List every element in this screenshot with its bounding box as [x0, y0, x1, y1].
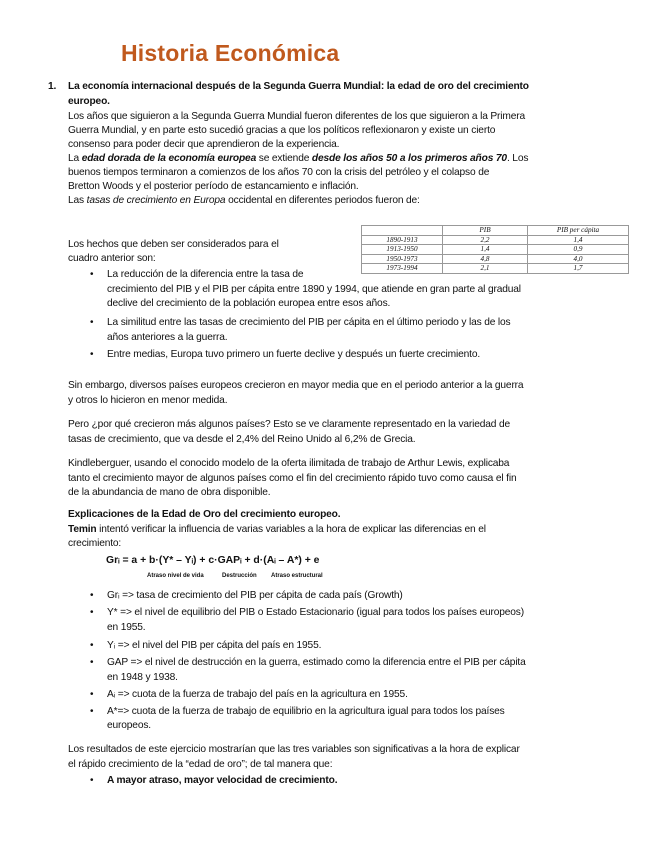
fact-1-line: declive del crecimiento de la población europea entre esos años.: [107, 298, 391, 309]
fact-3-line: Entre medias, Europa tuvo primero un fuerte declive y después un fuerte crecimiento.: [107, 349, 481, 360]
variable-line: en 1948 y 1938.: [107, 672, 178, 683]
bullet-icon: •: [90, 607, 94, 618]
table-header-row: [362, 226, 629, 236]
temin-line2: crecimiento:: [68, 538, 122, 549]
table-row: [362, 245, 629, 255]
variable-line: Grᵢ => tasa de crecimiento del PIB per cápita de cada país (Growth): [107, 590, 403, 601]
variable-line: en 1955.: [107, 622, 146, 633]
bullet-icon: •: [90, 775, 94, 786]
paragraph-line: consenso para poder decir que aprendieron de la experiencia.: [68, 139, 340, 150]
growth-rates-intro: Las tasas de crecimiento en Europa occidental en diferentes periodos fueron de:: [68, 195, 420, 206]
explanations-heading: Explicaciones de la Edad de Oro del crecimiento europeo.: [68, 509, 341, 520]
section-heading-line1: La economía internacional después de la Segunda Guerra Mundial: la edad de oro del crecimiento: [68, 81, 529, 92]
table-header-cell: [362, 226, 443, 236]
temin-formula: Grᵢ = a + b·(Y* – Yᵢ) + c·GAPᵢ + d·(Aᵢ – A*) + e: [106, 555, 320, 566]
table-cell: 4,0: [528, 254, 629, 264]
table-row: [362, 254, 629, 264]
paragraph-line: Pero ¿por qué crecieron más algunos países? Esto se ve claramente representado en la variedad de: [68, 419, 511, 430]
variable-line: Yᵢ => el nivel del PIB per cápita del país en 1955.: [107, 640, 322, 651]
fact-1-line: crecimiento del PIB y el PIB per cápita entre 1890 y 1994, que atiende en gran parte al gradual: [107, 284, 521, 295]
paragraph-line: y otros lo hicieron en menor medida.: [68, 395, 228, 406]
paragraph-line: Sin embargo, diversos países europeos crecieron en mayor media que en el periodo anterior a la guerra: [68, 380, 524, 391]
table-cell: 1913-1950: [362, 245, 443, 255]
table-row: [362, 235, 629, 245]
facts-intro-line1: Los hechos que deben ser considerados para el: [68, 239, 279, 250]
fact-1-line: La reducción de la diferencia entre la tasa de: [107, 269, 304, 280]
section-number: 1.: [48, 81, 57, 92]
paragraph-line: Kindleberguer, usando el conocido modelo de la oferta ilimitada de trabajo de Arthur Lewis, explicaba: [68, 458, 510, 469]
bullet-icon: •: [90, 689, 94, 700]
golden-age-period: desde los años 50 a los primeros años 70: [311, 153, 507, 164]
section-heading-line2: europeo.: [68, 96, 110, 107]
table-cell: 2,1: [443, 264, 528, 274]
variable-line: A*=> cuota de la fuerza de trabajo de equilibrio en la agricultura igual para todos los países: [107, 706, 505, 717]
variable-line: Aᵢ => cuota de la fuerza de trabajo del país en la agricultura en 1955.: [107, 689, 408, 700]
variable-line: GAP => el nivel de destrucción en la guerra, estimado como la diferencia entre el PIB per cápita: [107, 657, 526, 668]
paragraph-line: Los años que siguieron a la Segunda Guerra Mundial fueron diferentes de los que siguieron a la Primera: [68, 111, 526, 122]
fact-2-line: años anteriores a la guerra.: [107, 332, 228, 343]
paragraph-line: Guerra Mundial, y en parte esto sucedió gracias a que los políticos reflexionaron y existe un cierto: [68, 125, 496, 136]
fact-2-line: La similitud entre las tasas de crecimiento del PIB per cápita en el último periodo y las de los: [107, 317, 511, 328]
facts-intro-line2: cuadro anterior son:: [68, 253, 156, 264]
table-cell: 1950-1973: [362, 254, 443, 264]
table-cell: 2,2: [443, 235, 528, 245]
table-cell: 1,7: [528, 264, 629, 274]
table-cell: 1,4: [443, 245, 528, 255]
table-cell: 1,4: [528, 235, 629, 245]
table-header-cell: PIB per cápita: [528, 226, 629, 236]
paragraph-line: buenos tiempos terminaron a comienzos de los años 70 con la crisis del petróleo y el colapso de: [68, 167, 490, 178]
bullet-icon: •: [90, 349, 94, 360]
variable-line: europeos.: [107, 720, 151, 731]
bullet-icon: •: [90, 706, 94, 717]
table-cell: 1890-1913: [362, 235, 443, 245]
bullet-icon: •: [90, 317, 94, 328]
bullet-icon: •: [90, 657, 94, 668]
table-cell: 4,8: [443, 254, 528, 264]
paragraph-line: de la abundancia de mano de obra disponible.: [68, 487, 271, 498]
paragraph-line: tasas de crecimiento, que va desde el 2,4% del Reino Unido al 6,2% de Grecia.: [68, 434, 416, 445]
table-cell: 0,9: [528, 245, 629, 255]
variable-line: Y* => el nivel de equilibrio del PIB o Estado Estacionario (igual para todos los países europeos): [107, 607, 524, 618]
paragraph-line: el rápido crecimiento de la “edad de oro”; de tal manera que:: [68, 759, 333, 770]
growth-rates-term: tasas de crecimiento en Europa: [86, 195, 226, 206]
bullet-icon: •: [90, 269, 94, 280]
bullet-icon: •: [90, 590, 94, 601]
page-title: Historia Económica: [121, 40, 340, 66]
golden-age-term: edad dorada de la economía europea: [81, 153, 257, 164]
paragraph-line: Bretton Woods y el posterior período de estancamiento e inflación.: [68, 181, 359, 192]
table-cell: 1973-1994: [362, 264, 443, 274]
bullet-icon: •: [90, 640, 94, 651]
formula-label: Atraso nivel de vida: [147, 573, 204, 579]
temin-line: Temin intentó verificar la influencia de varias variables a la hora de explicar las diferencias en el: [68, 524, 486, 535]
table-header-cell: PIB: [443, 226, 528, 236]
growth-table: [361, 225, 629, 274]
formula-label: Destrucción: [222, 573, 257, 579]
formula-label: Atraso estructural: [271, 573, 323, 579]
temin-name: Temin: [68, 524, 97, 535]
table-row: [362, 264, 629, 274]
conclusion-bullet: A mayor atraso, mayor velocidad de crecimiento.: [107, 775, 338, 786]
paragraph-line: Los resultados de este ejercicio mostrarían que las tres variables son significativas a la hora de explicar: [68, 744, 520, 755]
golden-age-sentence: La edad dorada de la economía europea se extiende desde los años 50 a los primeros años 70. Los: [68, 153, 529, 164]
paragraph-line: tanto el crecimiento mayor de algunos países como el fin del crecimiento rápido tuvo como causa el fin: [68, 473, 517, 484]
